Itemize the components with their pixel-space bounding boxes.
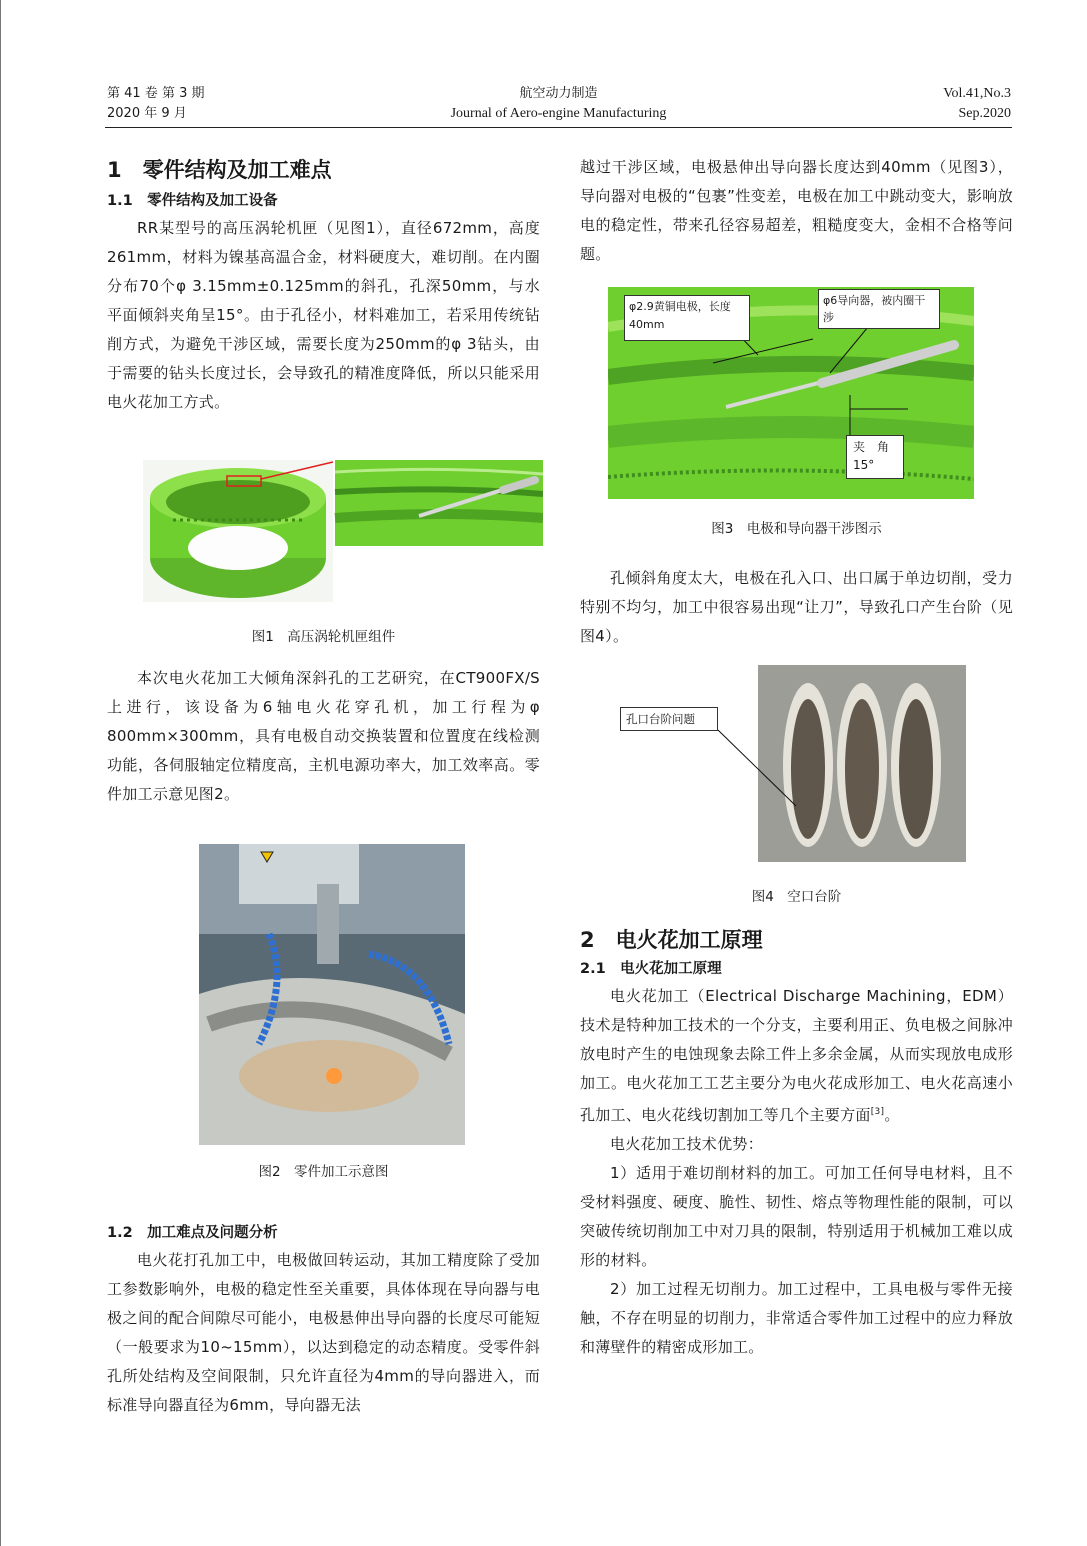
advantages-intro: 电火花加工技术优势： bbox=[610, 1135, 764, 1153]
volume-issue: 第 41 卷 第 3 期 bbox=[107, 86, 205, 101]
citation-3: [3] bbox=[870, 1107, 885, 1117]
section-1-2-title: 1.2 加工难点及问题分析 bbox=[107, 1225, 278, 1241]
figure-3 bbox=[608, 287, 974, 499]
hole-step-label: 孔口台阶问题 bbox=[620, 707, 718, 731]
section-2-1-title: 2.1 电火花加工原理 bbox=[580, 961, 722, 977]
edm-principle-para bbox=[580, 982, 1013, 1130]
page-left-border bbox=[0, 0, 1, 1546]
publication-date: 2020 年 9 月 bbox=[107, 106, 187, 121]
left-column-bottom bbox=[107, 1222, 540, 1420]
angle-label-line2: 15° bbox=[853, 458, 875, 472]
difficulty-para: 电火花打孔加工中，电极做回转运动，其加工精度除了受加工参数影响外，电极的稳定性至关重要，具体体现在导向器与电极之间的配合间隙尽可能小，电极悬伸出导向器的长度尽可能短（一般要求为10~15mm），以达到稳定的动态精度。受零件斜孔所处结构及空间限制，只允许直径为4mm的导向器进入，而标准导向器直径为6mm，导向器无法 bbox=[107, 1251, 540, 1414]
publication-date-en: Sep.2020 bbox=[958, 106, 1011, 121]
edm-principle-end: 。 bbox=[884, 1106, 900, 1124]
header-center bbox=[0, 84, 1087, 124]
section-1-1-title: 1.1 零件结构及加工设备 bbox=[107, 193, 278, 209]
hole-step-pointer bbox=[718, 728, 798, 808]
electrode-label: φ2.9黄铜电极，长度40mm bbox=[624, 295, 750, 341]
section-1-1-para: RR某型号的高压涡轮机匣（见图1），直径672mm，高度261mm，材料为镍基高温合金，材料硬度大，难切削。在内圈分布70个φ 3.15mm±0.125mm的斜孔，孔深50mm，与水平面倾斜夹角呈15°。由于孔径小，材料难加工，若采用传统钻削方式，为避免干涉区域，需要长度为250mm的φ 3钻头，由于需要的钻头长度过长，会导致孔的精准度降低，所以只能采用电火花加工方式。 bbox=[107, 219, 540, 411]
header-right bbox=[943, 84, 1011, 124]
advantage-2: 2）加工过程无切削力。加工过程中，工具电极与零件无接触，不存在明显的切削力，非常适合零件加工过程中的应力释放和薄壁件的精密成形加工。 bbox=[580, 1280, 1013, 1356]
right-column-top bbox=[580, 153, 1013, 269]
equipment-para: 本次电火花加工大倾角深斜孔的工艺研究，在CT900FX/S上进行，该设备为6轴电火花穿孔机，加工行程为φ 800mm×300mm，具有电极自动交换装置和位置度在线检测功能，各伺服轴定位精度高，主机电源功率大，加工效率高。零件加工示意见图2。 bbox=[107, 669, 540, 803]
turbine-casing-image bbox=[143, 460, 543, 602]
section-2-title: 2 电火花加工原理 bbox=[580, 928, 763, 952]
header-rule bbox=[105, 127, 1012, 128]
figure-4-caption: 图4 空口台阶 bbox=[751, 889, 842, 905]
difficulty-para-cont: 越过干涉区域，电极悬伸出导向器长度达到40mm（见图3），导向器对电极的“包裹”性变差，电极在加工中跳动变大，影响放电的稳定性，带来孔径容易超差，粗糙度变大，金相不合格等问题。 bbox=[580, 158, 1013, 263]
advantage-1: 1）适用于难切削材料的加工。可加工任何导电材料，且不受材料强度、硬度、脆性、韧性、熔点等物理性能的限制，可以突破传统切削加工中对刀具的限制，特别适用于机械加工难以成形的材料。 bbox=[580, 1164, 1013, 1269]
right-column-bottom bbox=[580, 926, 1013, 1362]
figure-2-caption: 图2 零件加工示意图 bbox=[258, 1164, 389, 1180]
left-column-top bbox=[107, 156, 540, 417]
edm-machining-photo bbox=[199, 844, 465, 1145]
figure-3-caption: 图3 电极和导向器干涉图示 bbox=[711, 521, 882, 537]
step-para: 孔倾斜角度太大，电极在孔入口、出口属于单边切削，受力特别不均匀，加工中很容易出现“让刀”，导致孔口产生台阶（见图4）。 bbox=[580, 569, 1013, 645]
figure-2 bbox=[199, 844, 465, 1145]
figure-1 bbox=[143, 460, 543, 602]
journal-title-cn: 航空动力制造 bbox=[519, 86, 598, 101]
right-column-mid bbox=[580, 564, 1013, 651]
guide-label: φ6导向器，被内圈干涉 bbox=[818, 289, 940, 329]
volume-issue-en: Vol.41,No.3 bbox=[943, 86, 1011, 101]
figure-1-caption: 图1 高压涡轮机匣组件 bbox=[251, 629, 396, 645]
angle-label bbox=[846, 435, 904, 479]
section-1-title: 1 零件结构及加工难点 bbox=[107, 158, 332, 182]
journal-title-en: Journal of Aero-engine Manufacturing bbox=[450, 106, 667, 121]
angle-label-line1: 夹 角 bbox=[853, 440, 890, 454]
left-column-mid bbox=[107, 664, 540, 809]
edm-principle-text: 电火花加工（Electrical Discharge Machining，EDM）技术是特种加工技术的一个分支，主要利用正、负电极之间脉冲放电时产生的电蚀现象去除工件上多余金属，从而实现放电成形加工。电火花加工工艺主要分为电火花成形加工、电火花高速小孔加工、电火花线切割加工等几个主要方面 bbox=[580, 987, 1013, 1124]
